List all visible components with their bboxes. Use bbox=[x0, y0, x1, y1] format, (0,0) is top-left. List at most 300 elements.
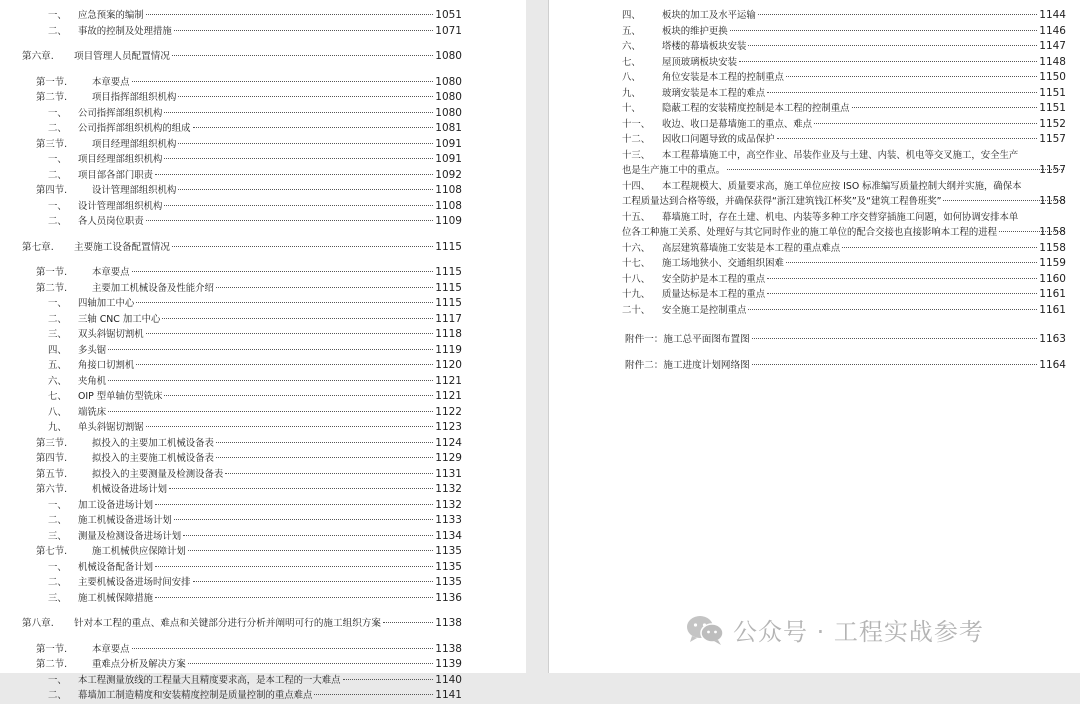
toc-entry-number: 第一节. bbox=[36, 76, 68, 88]
toc-entry-number: 六、 bbox=[48, 375, 67, 387]
dot-leader bbox=[108, 410, 433, 412]
dot-leader bbox=[155, 503, 433, 505]
dot-leader bbox=[225, 472, 433, 474]
toc-entry[interactable] bbox=[22, 529, 462, 545]
dot-leader bbox=[730, 29, 1038, 31]
dot-leader bbox=[164, 111, 433, 113]
toc-page-left bbox=[0, 0, 526, 701]
toc-entry-page: 1157 bbox=[1039, 164, 1066, 176]
toc-entry[interactable] bbox=[22, 214, 462, 230]
dot-leader bbox=[136, 301, 433, 303]
toc-entry[interactable] bbox=[22, 591, 462, 607]
toc-entry[interactable] bbox=[22, 152, 462, 168]
toc-entry[interactable] bbox=[22, 327, 462, 343]
toc-entry-title: 幕墙施工时，存在土建、机电、内装等多种工序交替穿插施工问题，如何协调安排本单 bbox=[662, 211, 1019, 223]
dot-leader bbox=[178, 142, 433, 144]
toc-entry-page: 1151 bbox=[1039, 102, 1066, 114]
toc-entry-title: 双头斜锯切割机 bbox=[78, 329, 144, 340]
toc-entry-title: 端铣床 bbox=[78, 406, 107, 418]
toc-entry[interactable] bbox=[622, 287, 1066, 303]
toc-entry-page: 1080 bbox=[435, 91, 462, 103]
toc-entry[interactable] bbox=[22, 642, 462, 658]
dot-leader bbox=[132, 80, 434, 82]
toc-entry-page: 1150 bbox=[1039, 71, 1066, 83]
toc-entry-number: 一、 bbox=[48, 200, 67, 212]
toc-list-left bbox=[22, 8, 462, 704]
toc-entry-page: 1136 bbox=[435, 591, 462, 604]
toc-entry-title: 机械设备进场计划 bbox=[92, 484, 168, 495]
toc-entry-number: 十、 bbox=[622, 103, 641, 114]
toc-entry-page: 1144 bbox=[1039, 9, 1066, 21]
toc-entry-number: 二、 bbox=[48, 123, 67, 134]
toc-entry-number: 一、 bbox=[48, 10, 67, 21]
toc-entry[interactable] bbox=[622, 241, 1066, 257]
toc-entry-page: 1118 bbox=[435, 328, 462, 340]
toc-entry[interactable] bbox=[22, 560, 462, 576]
toc-entry-number: 二、 bbox=[48, 216, 67, 227]
toc-entry-line bbox=[622, 148, 1066, 164]
dot-leader bbox=[193, 580, 434, 582]
toc-entry[interactable] bbox=[622, 303, 1066, 319]
toc-entry[interactable] bbox=[622, 210, 1066, 241]
toc-entry[interactable] bbox=[22, 265, 462, 281]
toc-entry[interactable] bbox=[22, 482, 462, 498]
toc-entry-title: 重难点分析及解决方案 bbox=[92, 659, 186, 670]
toc-entry-title: 角位安装是本工程的控制重点 bbox=[662, 72, 784, 83]
toc-entry-page: 1146 bbox=[1039, 24, 1066, 37]
toc-entry-number: 二、 bbox=[48, 515, 67, 526]
toc-entry-page: 1124 bbox=[435, 436, 462, 449]
toc-entry[interactable] bbox=[622, 101, 1066, 117]
toc-entry-number: 九、 bbox=[622, 87, 641, 99]
dot-leader bbox=[136, 363, 433, 365]
dot-leader bbox=[132, 270, 434, 272]
toc-entry-page: 1132 bbox=[435, 483, 462, 495]
toc-entry-title: 安全施工是控制重点 bbox=[662, 304, 747, 316]
toc-entry-page: 1139 bbox=[435, 658, 462, 670]
toc-entry-title: 本章要点 bbox=[92, 76, 130, 88]
toc-entry-number: 二、 bbox=[48, 690, 67, 701]
toc-entry-page: 1121 bbox=[435, 390, 462, 402]
toc-entry[interactable] bbox=[622, 24, 1066, 40]
dot-leader bbox=[767, 277, 1037, 279]
toc-entry-page: 1115 bbox=[435, 266, 462, 278]
toc-entry-page: 1135 bbox=[435, 545, 462, 557]
toc-entry-number: 第七章. bbox=[22, 241, 54, 253]
toc-entry-page: 1157 bbox=[1039, 133, 1066, 145]
toc-entry-number: 一、 bbox=[48, 107, 67, 119]
toc-entry-title: 项目经理部组织机构 bbox=[78, 154, 163, 165]
toc-entry-number: 一、 bbox=[48, 674, 67, 686]
toc-entry-title: 主要加工机械设备及性能介绍 bbox=[92, 282, 214, 294]
dot-leader bbox=[155, 173, 433, 175]
toc-entry-title: 主要机械设备进场时间安排 bbox=[78, 577, 191, 588]
toc-entry[interactable] bbox=[22, 673, 462, 689]
toc-entry-page: 1081 bbox=[435, 122, 462, 134]
wechat-icon bbox=[685, 614, 725, 646]
attachment-entry[interactable] bbox=[549, 332, 1066, 348]
toc-entry[interactable] bbox=[22, 312, 462, 328]
toc-entry-title: 加工设备进场计划 bbox=[78, 499, 154, 511]
toc-entry-title: 设计管理部组织机构 bbox=[78, 200, 163, 212]
toc-entry-title: 施工机械设备进场计划 bbox=[78, 515, 172, 526]
toc-entry-number: 二十、 bbox=[622, 304, 651, 316]
toc-entry-number: 三、 bbox=[48, 329, 67, 340]
dot-leader bbox=[727, 168, 1064, 170]
toc-entry-title: 四轴加工中心 bbox=[78, 298, 135, 309]
toc-entry-page: 1051 bbox=[435, 9, 462, 21]
attachment-title: 附件二：施工进度计划网络图 bbox=[625, 359, 750, 371]
toc-entry-number: 一、 bbox=[48, 561, 67, 573]
toc-entry-title: 三轴 CNC 加工中心 bbox=[78, 313, 161, 325]
toc-entry-number: 十八、 bbox=[622, 273, 651, 285]
toc-entry-title: 板块的加工及水平运输 bbox=[662, 10, 756, 21]
toc-entry[interactable] bbox=[22, 389, 462, 405]
toc-entry[interactable] bbox=[22, 688, 462, 704]
toc-entry-title: 收边、收口是幕墙施工的重点、难点 bbox=[662, 118, 813, 130]
toc-entry-number: 第二节. bbox=[36, 282, 68, 294]
toc-entry-number: 第一节. bbox=[36, 267, 68, 278]
toc-entry-number: 第七节. bbox=[36, 546, 68, 557]
toc-entry-page: 1080 bbox=[435, 75, 462, 88]
dot-leader bbox=[174, 29, 434, 31]
toc-entry-number: 第二节. bbox=[36, 659, 68, 670]
toc-entry[interactable] bbox=[622, 179, 1066, 210]
toc-entry-number: 第三节. bbox=[36, 437, 68, 449]
dot-leader bbox=[767, 292, 1037, 294]
toc-entry-number: 八、 bbox=[48, 406, 67, 418]
attachment-entry[interactable] bbox=[549, 358, 1066, 374]
toc-entry-title: 项目部各部门职责 bbox=[78, 169, 154, 181]
toc-entry-number: 八、 bbox=[622, 72, 641, 83]
attachment-page: 1164 bbox=[1039, 358, 1066, 371]
toc-entry[interactable] bbox=[22, 358, 462, 374]
toc-entry-title: 本工程规模大、质量要求高，施工单位应按 ISO 标准编写质量控制大纲并实施，确保本 bbox=[662, 180, 1022, 192]
toc-entry-number: 第二节. bbox=[36, 92, 68, 103]
toc-entry[interactable] bbox=[22, 405, 462, 421]
dot-leader bbox=[758, 13, 1038, 15]
toc-entry-title: 施工机械供应保障计划 bbox=[92, 546, 186, 557]
toc-entry-number: 十四、 bbox=[622, 180, 651, 192]
toc-entry[interactable] bbox=[622, 55, 1066, 71]
toc-entry-page: 1108 bbox=[435, 184, 462, 196]
dot-leader bbox=[216, 441, 433, 443]
toc-entry-number: 四、 bbox=[622, 10, 641, 21]
toc-entry-page: 1119 bbox=[435, 343, 462, 356]
dot-leader bbox=[786, 261, 1037, 263]
toc-entry-page: 1135 bbox=[435, 576, 462, 588]
toc-entry-line bbox=[622, 194, 1066, 210]
toc-entry[interactable] bbox=[22, 137, 462, 153]
toc-entry-line bbox=[622, 225, 1066, 241]
toc-entry-title: 测量及检测设备进场计划 bbox=[78, 530, 182, 542]
toc-entry-title: 施工场地狭小、交通组织困难 bbox=[662, 258, 784, 269]
toc-list-right bbox=[622, 8, 1066, 373]
toc-entry-number: 七、 bbox=[622, 56, 641, 68]
toc-entry[interactable] bbox=[22, 657, 462, 673]
dot-leader bbox=[343, 678, 434, 680]
toc-entry[interactable] bbox=[622, 86, 1066, 102]
toc-entry-page: 1115 bbox=[435, 297, 462, 309]
toc-entry-page: 1091 bbox=[435, 137, 462, 150]
toc-entry-title: 施工机械保障措施 bbox=[78, 592, 154, 604]
toc-entry-title: 本章要点 bbox=[92, 267, 130, 278]
toc-entry-page: 1080 bbox=[435, 106, 462, 119]
toc-entry-page: 1138 bbox=[435, 642, 462, 655]
toc-entry-number: 二、 bbox=[48, 25, 67, 37]
attachment-page: 1163 bbox=[1039, 333, 1066, 345]
toc-entry-number: 七、 bbox=[48, 391, 67, 402]
toc-entry-page: 1121 bbox=[435, 374, 462, 387]
dot-leader bbox=[164, 157, 433, 159]
toc-entry-title: 拟投入的主要加工机械设备表 bbox=[92, 437, 214, 449]
toc-entry-line bbox=[622, 179, 1066, 195]
toc-entry[interactable] bbox=[22, 544, 462, 560]
toc-entry-page: 1147 bbox=[1039, 40, 1066, 52]
toc-entry[interactable] bbox=[22, 467, 462, 483]
attachment-title: 附件一：施工总平面图布置图 bbox=[625, 334, 750, 345]
toc-entry-page: 1129 bbox=[435, 452, 462, 464]
toc-entry-number: 四、 bbox=[48, 344, 67, 356]
toc-entry-title: 公司指挥部组织机构的组成 bbox=[78, 123, 191, 134]
toc-entry-number: 五、 bbox=[622, 25, 641, 37]
dot-leader bbox=[216, 456, 433, 458]
toc-entry-number: 第五节. bbox=[36, 468, 68, 480]
toc-entry-title: 质量达标是本工程的重点 bbox=[662, 289, 766, 300]
toc-entry-number: 第八章. bbox=[22, 618, 54, 629]
toc-entry-page: 1115 bbox=[435, 281, 462, 294]
dot-leader bbox=[748, 308, 1037, 310]
toc-entry-line bbox=[622, 163, 1066, 179]
toc-entry-title: 各人员岗位职责 bbox=[78, 216, 144, 227]
toc-entry[interactable] bbox=[22, 106, 462, 122]
dot-leader bbox=[146, 219, 434, 221]
toc-entry-title: 项目指挥部组织机构 bbox=[92, 92, 177, 103]
dot-leader bbox=[155, 565, 433, 567]
toc-entry-title: 本工程测量放线的工程量大且精度要求高，是本工程的一大难点 bbox=[78, 674, 341, 686]
toc-entry[interactable] bbox=[22, 75, 462, 91]
toc-entry-continuation: 也是生产施工中的重点。 bbox=[622, 165, 726, 176]
toc-entry[interactable] bbox=[22, 281, 462, 297]
toc-entry-page: 1152 bbox=[1039, 117, 1066, 130]
toc-entry-page: 1131 bbox=[435, 467, 462, 480]
toc-entry-page: 1158 bbox=[1039, 195, 1066, 207]
toc-entry[interactable] bbox=[622, 148, 1066, 179]
toc-entry[interactable] bbox=[622, 117, 1066, 133]
toc-entry-title: 机械设备配备计划 bbox=[78, 561, 154, 573]
dot-leader bbox=[777, 137, 1038, 139]
toc-entry-number: 十六、 bbox=[622, 242, 651, 254]
toc-entry-number: 第四节. bbox=[36, 453, 68, 464]
toc-entry-title: 针对本工程的重点、难点和关键部分进行分析并阐明可行的施工组织方案 bbox=[74, 618, 381, 629]
toc-entry-title: 应急预案的编制 bbox=[78, 10, 144, 21]
dot-leader bbox=[183, 534, 433, 536]
toc-entry-page: 1133 bbox=[435, 514, 462, 526]
toc-entry-page: 1109 bbox=[435, 215, 462, 227]
toc-entry[interactable] bbox=[22, 498, 462, 514]
toc-entry[interactable] bbox=[22, 90, 462, 106]
toc-entry-continuation: 位各工种施工关系、处理好与其它同时作业的施工单位的配合交接也直接影响本工程的进程 bbox=[622, 227, 998, 238]
toc-entry[interactable] bbox=[622, 132, 1066, 148]
toc-entry-page: 1123 bbox=[435, 421, 462, 433]
toc-entry[interactable] bbox=[22, 296, 462, 312]
toc-entry-title: 因收口问题导致的成品保护 bbox=[662, 134, 775, 145]
toc-entry-number: 三、 bbox=[48, 592, 67, 604]
toc-entry-title: 公司指挥部组织机构 bbox=[78, 107, 163, 119]
toc-entry-number: 六、 bbox=[622, 41, 641, 52]
toc-entry[interactable] bbox=[22, 451, 462, 467]
toc-entry-number: 二、 bbox=[48, 169, 67, 181]
toc-entry-continuation: 工程质量达到合格等级，并确保获得“浙江建筑钱江杯奖”及“建筑工程鲁班奖” bbox=[622, 196, 942, 207]
dot-leader bbox=[108, 379, 433, 381]
dot-leader bbox=[164, 394, 433, 396]
toc-entry-page: 1108 bbox=[435, 199, 462, 212]
watermark-text: 公众号 · 工程实战参考 bbox=[733, 618, 984, 646]
toc-entry[interactable] bbox=[622, 8, 1066, 24]
toc-entry-title: 幕墙加工制造精度和安装精度控制是质量控制的重点难点 bbox=[78, 690, 313, 701]
toc-entry[interactable] bbox=[622, 39, 1066, 55]
dot-leader bbox=[786, 75, 1037, 77]
toc-entry-page: 1091 bbox=[435, 153, 462, 165]
toc-entry[interactable] bbox=[22, 121, 462, 137]
toc-entry-page: 1158 bbox=[1039, 241, 1066, 254]
toc-entry-title: 主要施工设备配置情况 bbox=[74, 241, 170, 253]
toc-entry-title: 设计管理部组织机构 bbox=[92, 185, 177, 196]
toc-entry[interactable] bbox=[22, 8, 462, 24]
dot-leader bbox=[178, 188, 433, 190]
toc-entry-number: 第四节. bbox=[36, 185, 68, 196]
toc-entry-page: 1092 bbox=[435, 168, 462, 181]
toc-entry-title: 项目经理部组织机构 bbox=[92, 138, 177, 150]
dot-leader bbox=[739, 60, 1037, 62]
toc-entry-number: 一、 bbox=[48, 154, 67, 165]
toc-entry[interactable] bbox=[22, 49, 462, 65]
toc-entry-title: OIP 型单轴仿型铣床 bbox=[78, 391, 163, 402]
toc-entry-number: 二、 bbox=[48, 577, 67, 588]
dot-leader bbox=[174, 518, 434, 520]
dot-leader bbox=[193, 126, 434, 128]
dot-leader bbox=[155, 596, 433, 598]
toc-entry-number: 一、 bbox=[48, 499, 67, 511]
toc-entry[interactable] bbox=[622, 272, 1066, 288]
toc-entry-page: 1161 bbox=[1039, 303, 1066, 316]
toc-entry[interactable] bbox=[22, 616, 462, 632]
toc-entry[interactable] bbox=[22, 436, 462, 452]
toc-entry-number: 第一节. bbox=[36, 643, 68, 655]
watermark bbox=[685, 612, 984, 647]
toc-entry-page: 1160 bbox=[1039, 272, 1066, 285]
dot-leader bbox=[314, 693, 433, 695]
dot-leader bbox=[172, 245, 433, 247]
toc-entry-page: 1140 bbox=[435, 673, 462, 686]
toc-entry-page: 1132 bbox=[435, 498, 462, 511]
dot-leader bbox=[146, 332, 434, 334]
toc-entry-number: 五、 bbox=[48, 360, 67, 371]
toc-entry-page: 1080 bbox=[435, 50, 462, 62]
toc-entry-title: 本工程幕墙施工中，高空作业、吊装作业及与土建、内装、机电等交叉施工，安全生产 bbox=[662, 149, 1019, 161]
dot-leader bbox=[752, 363, 1038, 365]
toc-entry-number: 十一、 bbox=[622, 118, 651, 130]
toc-entry-title: 隐蔽工程的安装精度控制是本工程的控制重点 bbox=[662, 103, 850, 114]
toc-entry[interactable] bbox=[22, 24, 462, 40]
toc-entry[interactable] bbox=[622, 70, 1066, 86]
toc-entry-number: 十三、 bbox=[622, 149, 651, 161]
toc-entry-page: 1141 bbox=[435, 689, 462, 701]
toc-entry[interactable] bbox=[22, 168, 462, 184]
toc-entry-page: 1148 bbox=[1039, 55, 1066, 68]
toc-entry[interactable] bbox=[22, 343, 462, 359]
dot-leader bbox=[172, 54, 433, 56]
toc-entry-page: 1158 bbox=[1039, 226, 1066, 238]
dot-leader bbox=[188, 662, 434, 664]
toc-entry[interactable] bbox=[22, 420, 462, 436]
toc-entry[interactable] bbox=[622, 256, 1066, 272]
toc-entry-number: 十七、 bbox=[622, 258, 651, 269]
dot-leader bbox=[169, 487, 433, 489]
toc-entry-number: 二、 bbox=[48, 313, 67, 325]
toc-entry-title: 本章要点 bbox=[92, 643, 130, 655]
dot-leader bbox=[748, 44, 1037, 46]
toc-entry-page: 1122 bbox=[435, 405, 462, 418]
toc-entry-line bbox=[622, 210, 1066, 226]
toc-entry-page: 1134 bbox=[435, 529, 462, 542]
toc-entry-page: 1151 bbox=[1039, 86, 1066, 99]
toc-entry-page: 1117 bbox=[435, 312, 462, 325]
toc-entry[interactable] bbox=[22, 575, 462, 591]
toc-entry[interactable] bbox=[22, 199, 462, 215]
toc-entry[interactable] bbox=[22, 513, 462, 529]
dot-leader bbox=[216, 286, 433, 288]
toc-entry-number: 九、 bbox=[48, 422, 67, 433]
dot-leader bbox=[178, 95, 433, 97]
toc-entry-number: 第六节. bbox=[36, 484, 68, 495]
toc-entry-page: 1135 bbox=[435, 560, 462, 573]
toc-entry-number: 三、 bbox=[48, 530, 67, 542]
toc-entry-title: 拟投入的主要测量及检测设备表 bbox=[92, 468, 224, 480]
dot-leader bbox=[162, 317, 433, 319]
dot-leader bbox=[146, 425, 434, 427]
toc-entry-number: 十五、 bbox=[622, 211, 651, 223]
dot-leader bbox=[752, 337, 1038, 339]
toc-entry-number: 十九、 bbox=[622, 289, 651, 300]
toc-entry-page: 1071 bbox=[435, 24, 462, 37]
toc-entry-title: 单头斜锯切割锯 bbox=[78, 422, 144, 433]
toc-entry-title: 多头锯 bbox=[78, 344, 107, 356]
dot-leader bbox=[842, 246, 1037, 248]
toc-page-right bbox=[549, 0, 1080, 673]
dot-leader bbox=[814, 122, 1037, 124]
toc-entry[interactable] bbox=[22, 240, 462, 256]
toc-entry-title: 拟投入的主要施工机械设备表 bbox=[92, 453, 214, 464]
toc-entry-number: 第三节. bbox=[36, 138, 68, 150]
toc-entry-page: 1120 bbox=[435, 359, 462, 371]
toc-entry-title: 板块的维护更换 bbox=[662, 25, 728, 37]
dot-leader bbox=[188, 549, 434, 551]
toc-entry-title: 夹角机 bbox=[78, 375, 107, 387]
toc-entry[interactable] bbox=[22, 183, 462, 199]
dot-leader bbox=[164, 204, 433, 206]
toc-entry-title: 玻璃安装是本工程的难点 bbox=[662, 87, 766, 99]
dot-leader bbox=[132, 647, 434, 649]
toc-entry-page: 1159 bbox=[1039, 257, 1066, 269]
toc-entry-title: 角接口切割机 bbox=[78, 360, 135, 371]
toc-entry-title: 安全防护是本工程的重点 bbox=[662, 273, 766, 285]
dot-leader bbox=[767, 91, 1037, 93]
toc-entry[interactable] bbox=[22, 374, 462, 390]
dot-leader bbox=[146, 13, 434, 15]
dot-leader bbox=[108, 348, 433, 350]
toc-entry-page: 1115 bbox=[435, 240, 462, 253]
